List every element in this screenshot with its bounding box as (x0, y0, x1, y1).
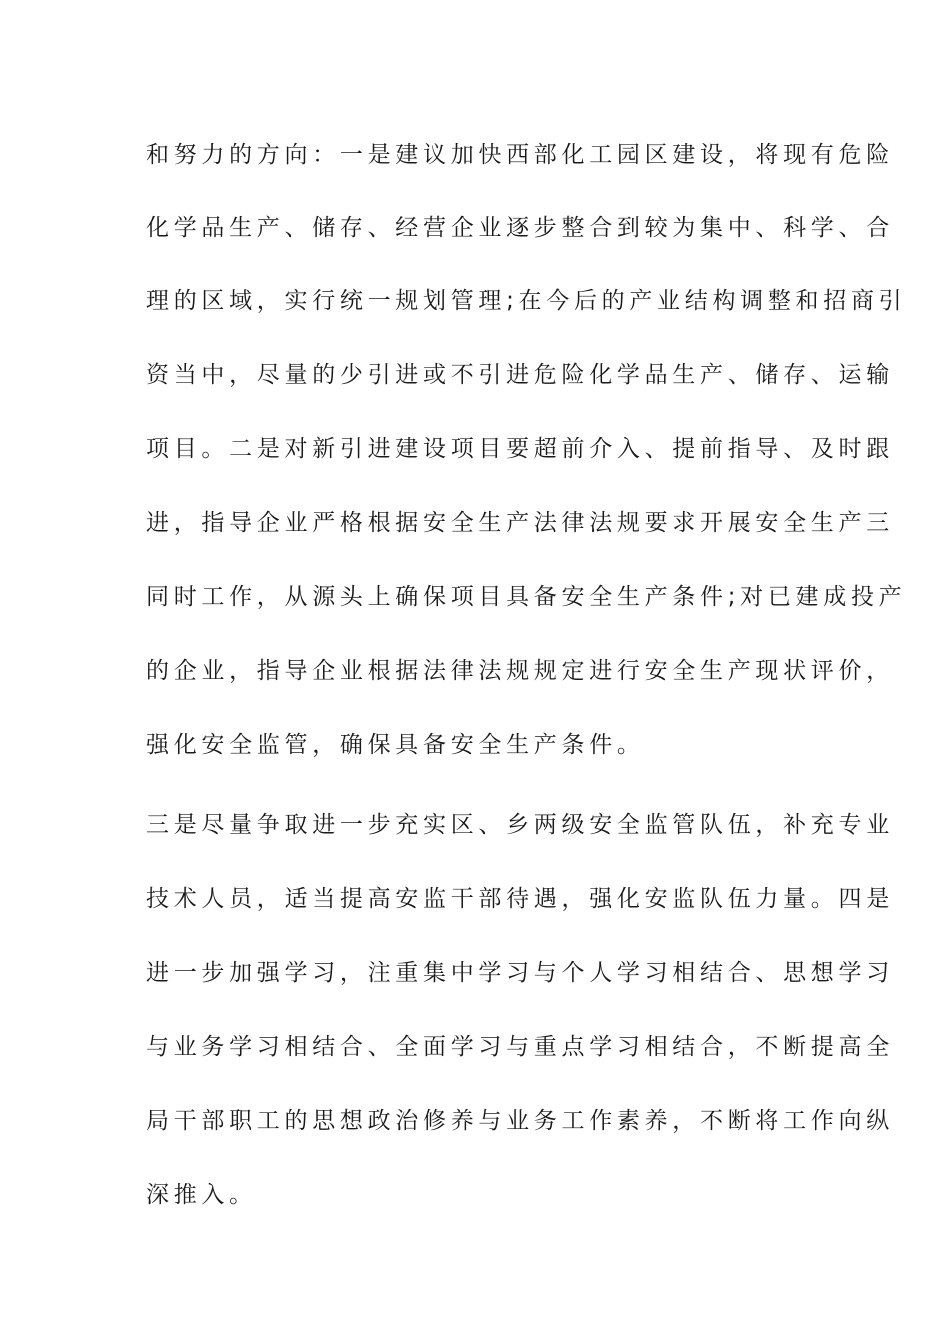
text-line: 化学品生产、储存、经营企业逐步整合到较为集中、科学、合 (146, 215, 894, 241)
text-line: 的企业，指导企业根据法律法规规定进行安全生产现状评价， (146, 658, 894, 684)
text-line: 深推入。 (146, 1182, 257, 1208)
text-line: 项目。二是对新引进建设项目要超前介入、提前指导、及时跟 (146, 436, 894, 462)
text-line: 三是尽量争取进一步充实区、乡两级安全监管队伍，补充专业 (146, 812, 894, 838)
text-line: 资当中，尽量的少引进或不引进危险化学品生产、储存、运输 (146, 362, 894, 388)
text-line: 进，指导企业严格根据安全生产法律法规要求开展安全生产三 (146, 510, 894, 536)
text-line: 局干部职工的思想政治修养与业务工作素养，不断将工作向纵 (146, 1108, 894, 1134)
text-line: 强化安全监管，确保具备安全生产条件。 (146, 732, 645, 758)
text-line: 与业务学习相结合、全面学习与重点学习相结合，不断提高全 (146, 1034, 894, 1060)
text-line: 技术人员，适当提高安监干部待遇，强化安监队伍力量。四是 (146, 886, 894, 912)
text-line: 和努力的方向：一是建议加快西部化工园区建设，将现有危险 (146, 142, 894, 168)
text-line: 同时工作，从源头上确保项目具备安全生产条件;对已建成投产 (146, 584, 907, 610)
text-line: 理的区域，实行统一规划管理;在今后的产业结构调整和招商引 (146, 288, 907, 314)
text-line: 进一步加强学习，注重集中学习与个人学习相结合、思想学习 (146, 960, 894, 986)
